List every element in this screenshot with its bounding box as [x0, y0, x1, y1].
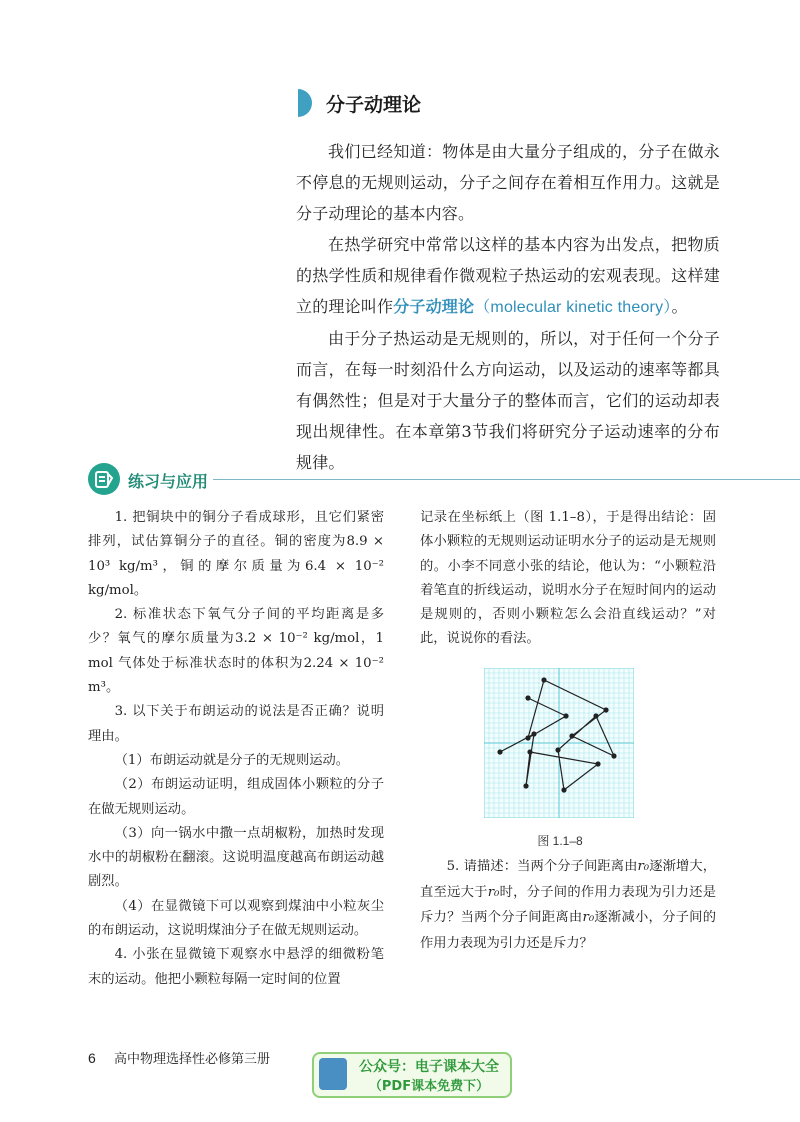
q1-text-2: ，铜的摩尔质量为: [157, 558, 305, 574]
particle-position: [563, 713, 568, 718]
q5-text-2: 逐渐增大，直至远大于: [420, 859, 716, 900]
q1-density: 8.9 × 10³ kg/m³: [88, 534, 385, 574]
para2-end: 。: [671, 297, 688, 316]
question-3-item-4: （4）在显微镜下可以观察到煤油中小粒灰尘的布朗运动，这说明煤油分子在做无规则运动。: [88, 898, 384, 939]
q1-molar-mass: 6.4 × 10⁻² kg/mol: [88, 558, 385, 598]
q5-text-3: 时，分子间的作用力表现为引力还是斥力？当两个分子间距离由: [420, 884, 717, 925]
figure-graph-paper: [484, 668, 634, 818]
question-3-item-1: （1）布朗运动就是分子的无规则运动。: [114, 752, 350, 768]
intro-paragraph-3: 由于分子热运动是无规则的，所以，对于任何一个分子而言，在每一时刻沿什么方向运动，以及运动的速率等都具有偶然性；但是对于大量分子的整体而言，它们的运动却表现出规律性。在本章第3节我们将研究分子运动速率的分布规律。: [296, 329, 720, 472]
question-3-item-3: （3）向一锅水中撒一点胡椒粉，加热时发现水中的胡椒粉在翻滚。这说明温度越高布朗运动越剧烈。: [88, 825, 384, 890]
particle-position: [561, 787, 566, 792]
book-title: 高中物理选择性必修第三册: [113, 1052, 270, 1067]
q2-volume: 2.24 × 10⁻² m³: [88, 655, 384, 696]
section-title: 分子动理论: [326, 94, 422, 116]
watermark-line-1: 公众号：电子课本大全: [359, 1059, 499, 1075]
r0-symbol: r₀: [487, 884, 500, 900]
particle-position: [569, 733, 574, 738]
para2-text: 在热学研究中常常以这样的基本内容为出发点，把物质的热学性质和规律看作微观粒子热运动的宏观表现。这样建立的理论叫作: [296, 235, 720, 316]
intro-text: [296, 136, 720, 478]
key-term: 分子动理论: [393, 297, 475, 316]
particle-position: [527, 749, 532, 754]
exercise-icon: [88, 463, 120, 495]
particle-position: [611, 753, 616, 758]
watermark-badge: [312, 1052, 512, 1098]
q2-molar-mass: 3.2 × 10⁻² kg/mol: [235, 631, 360, 647]
q2-text: 2. 标准状态下氧气分子间的平均距离是多少？氧气的摩尔质量为: [88, 607, 384, 647]
page-number: 6: [88, 1050, 96, 1066]
exercise-right-column: [420, 506, 716, 652]
intro-paragraph-1: 我们已经知道：物体是由大量分子组成的，分子在做永不停息的无规则运动，分子之间存在着相互作用力。这就是分子动理论的基本内容。: [296, 142, 720, 223]
book-logo-icon: [319, 1058, 347, 1090]
q2-end: 。: [105, 680, 120, 696]
section-marker: [298, 89, 312, 117]
question-3-item-2: （2）布朗运动证明，组成固体小颗粒的分子在做无规则运动。: [88, 777, 384, 817]
question-3: 3. 以下关于布朗运动的说法是否正确？说明理由。: [88, 704, 384, 744]
question-5: [420, 854, 716, 956]
exercise-header: [88, 462, 800, 498]
particle-position: [603, 707, 608, 712]
watermark-line-2: （PDF课本免费下）: [368, 1079, 490, 1094]
particle-position: [555, 747, 560, 752]
exercise-divider: [213, 479, 800, 480]
question-5-text: [420, 854, 716, 956]
exercise-left-column: [88, 506, 384, 992]
q1-end: 。: [133, 582, 148, 598]
particle-position: [523, 783, 528, 788]
particle-position: [541, 677, 546, 682]
r0-symbol: r₀: [637, 859, 650, 874]
question-4-start: 4. 小张在显微镜下观察水中悬浮的细微粉笔末的运动。他把小颗粒每隔一定时间的位置: [88, 947, 384, 987]
q2-text-2: ，1 mol 气体处于标准状态时的体积为: [88, 631, 384, 671]
r0-symbol: r₀: [582, 910, 595, 925]
q1-text: 1. 把铜块中的铜分子看成球形，且它们紧密排列，试估算铜分子的直径。铜的密度为: [88, 510, 384, 550]
figure-caption: 图 1.1–8: [537, 834, 583, 848]
question-1: [88, 506, 384, 603]
particle-position: [595, 761, 600, 766]
intro-paragraph-2: [296, 229, 720, 323]
particle-position: [497, 749, 502, 754]
particle-position: [525, 735, 530, 740]
brownian-motion-figure: [484, 668, 634, 818]
q5-text: 5. 请描述：当两个分子间距离由: [446, 859, 638, 874]
page-footer: [88, 1048, 270, 1068]
key-term-english: （molecular kinetic theory）: [474, 299, 672, 316]
question-4-continued: 记录在坐标纸上（图 1.1–8），于是得出结论：固体小颗粒的无规则运动证明水分子的运动是无规则的。小李不同意小张的结论，他认为：“小颗粒沿着笔直的折线运动，说明水分子在短时间内的运动是规则的，否则小颗粒怎么会沿直线运动？”对此，说说你的看法。: [420, 510, 716, 647]
particle-position: [531, 731, 536, 736]
exercise-title: 练习与应用: [128, 472, 209, 491]
q5-text-4: 逐渐减小，分子间的作用力表现为引力还是斥力？: [420, 910, 717, 951]
question-2: [88, 603, 384, 700]
particle-position: [525, 695, 530, 700]
particle-position: [593, 713, 598, 718]
